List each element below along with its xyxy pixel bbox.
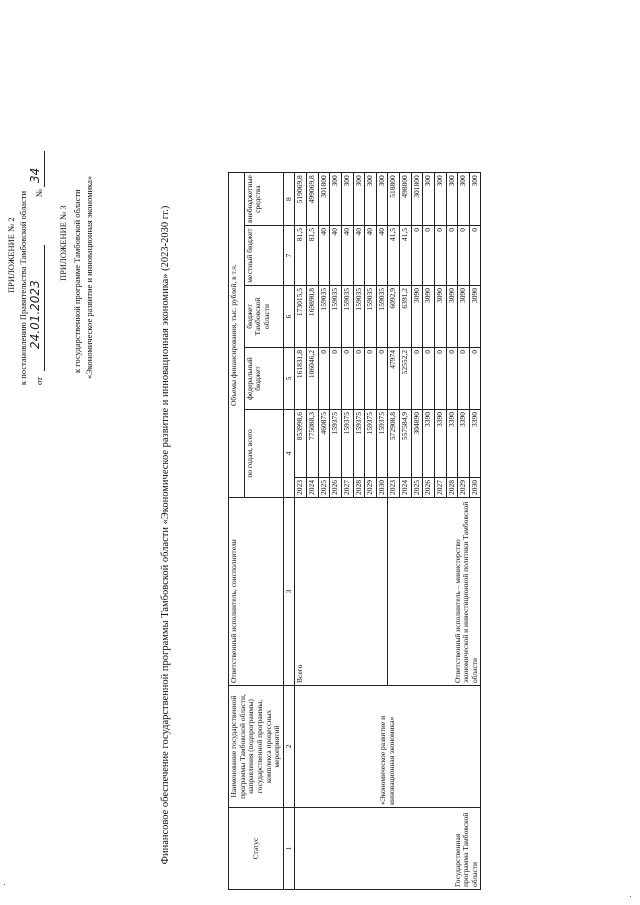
number-underline [44,151,45,187]
regional-cell: 173015,5 [295,286,307,348]
year-cell: 2030 [469,478,481,498]
year-cell: 2029 [365,478,377,498]
federal-cell: 106046,2 [307,348,319,410]
header-row-1 [229,173,245,890]
local-cell: 40 [318,226,330,286]
local-cell: 0 [434,226,446,286]
federal-cell: 0 [423,348,435,410]
col-number: 5 [283,348,295,410]
appendix-2-label: ПРИЛОЖЕНИЕ № 2 [6,217,16,293]
header-executor: Ответственный исполнитель, соисполнители [229,498,284,686]
local-cell: 0 [411,226,423,286]
federal-cell: 0 [341,348,353,410]
federal-cell: 0 [330,348,342,410]
header-status: Статус [229,808,284,890]
total-cell: 159375 [341,410,353,478]
extra-cell: 300 [446,173,458,226]
extra-cell: 300 [434,173,446,226]
extra-cell: 519069,8 [295,173,307,226]
federal-cell: 0 [469,348,481,410]
total-cell: 572908,8 [388,410,400,478]
col-number: 1 [283,808,295,890]
status-cell: Государственная программа Тамбовской области [295,808,481,890]
extra-cell: 300 [376,173,388,226]
executor-cell-total: Всего [295,498,388,686]
regional-cell: 6092,9 [388,286,400,348]
federal-cell: 47974 [388,348,400,410]
federal-cell: 0 [458,348,470,410]
extra-cell: 300 [469,173,481,226]
date-underline [44,245,45,371]
regional-cell: 159035 [376,286,388,348]
year-cell: 2026 [330,478,342,498]
extra-cell: 499069,8 [307,173,319,226]
federal-cell: 0 [365,348,377,410]
handwritten-date: 24.01.2023 [28,280,42,349]
year-cell: 2025 [411,478,423,498]
regional-cell: 3090 [458,286,470,348]
extra-cell: 301800 [411,173,423,226]
total-cell: 304890 [411,410,423,478]
total-cell: 3390 [434,410,446,478]
number-label: № [34,188,44,197]
federal-cell: 161831,8 [295,348,307,410]
program-line-2: «Экономическое развитие и инновационная экономика» [84,175,94,379]
total-cell: 3390 [446,410,458,478]
total-cell: 159375 [376,410,388,478]
regional-cell: 169890,8 [307,286,319,348]
scan-speck [4,884,5,885]
header-name: Наименование государственной программы Тамбовской области, направления (подпрограммы) государственной программы, комплекса процессных мероприятий [229,686,284,808]
column-number-row [283,173,295,890]
year-cell: 2024 [400,478,412,498]
total-cell: 3390 [458,410,470,478]
from-label: от [34,377,44,385]
year-cell: 2025 [318,478,330,498]
program-line-1: к государственной программе Тамбовской области [72,189,82,373]
total-cell: 460875 [318,410,330,478]
regional-cell: 3090 [434,286,446,348]
local-cell: 0 [423,226,435,286]
year-cell: 2026 [423,478,435,498]
extra-cell: 300 [341,173,353,226]
total-cell: 3390 [469,410,481,478]
local-cell: 81,5 [307,226,319,286]
federal-cell: 0 [376,348,388,410]
local-cell: 40 [353,226,365,286]
regional-cell: 159035 [318,286,330,348]
regional-cell: 6391,2 [400,286,412,348]
regional-cell: 3090 [469,286,481,348]
col-number: 7 [283,226,295,286]
scan-speck [630,896,631,897]
federal-cell: 0 [353,348,365,410]
regional-cell: 159035 [330,286,342,348]
local-cell: 40 [376,226,388,286]
table-row [295,173,307,890]
local-cell: 40 [341,226,353,286]
regional-cell: 3090 [423,286,435,348]
local-cell: 41,5 [388,226,400,286]
extra-cell: 300 [353,173,365,226]
regional-cell: 3090 [446,286,458,348]
year-cell: 2023 [388,478,400,498]
header-funding: Объемы финансирования, тыс. рублей, в т.ч. [229,173,245,498]
local-cell: 40 [330,226,342,286]
financing-table [228,172,481,890]
year-cell: 2029 [458,478,470,498]
header-regional: бюджет Тамбовской области [244,286,283,348]
federal-cell: 0 [434,348,446,410]
header-by-year: по годам, всего [244,410,283,498]
document-title: Финансовое обеспечение государственной программы Тамбовской области «Экономическое развитие и инновационная экономика» (2023-2030 гг.) [160,205,171,865]
federal-cell: 0 [446,348,458,410]
executor-cell-ministry: Ответственный исполнитель – министерство экономической и инвестиционной политики Тамбовской области [388,498,481,686]
col-number: 6 [283,286,295,348]
total-cell: 853998,6 [295,410,307,478]
col-number: 2 [283,686,295,808]
extra-cell: 518800 [388,173,400,226]
extra-cell: 300 [365,173,377,226]
col-number: 8 [283,173,295,226]
header-federal: федеральный бюджет [244,348,283,410]
federal-cell: 0 [411,348,423,410]
header-extra: внебюджетные средства [244,173,283,226]
local-cell: 81,5 [295,226,307,286]
total-cell: 159375 [365,410,377,478]
header-local: местный бюджет [244,226,283,286]
extra-cell: 300 [458,173,470,226]
regional-cell: 159035 [365,286,377,348]
total-cell: 3390 [423,410,435,478]
year-cell: 2028 [446,478,458,498]
total-cell: 159375 [353,410,365,478]
total-cell: 557584,9 [400,410,412,478]
total-cell: 775088,3 [307,410,319,478]
handwritten-number: 34 [28,167,42,183]
regional-cell: 159035 [353,286,365,348]
decree-line: к постановлению Правительства Тамбовской области [18,190,28,385]
federal-cell: 52552,2 [400,348,412,410]
year-cell: 2023 [295,478,307,498]
year-cell: 2024 [307,478,319,498]
local-cell: 41,5 [400,226,412,286]
col-number: 4 [283,410,295,498]
local-cell: 0 [469,226,481,286]
extra-cell: 300 [330,173,342,226]
extra-cell: 301800 [318,173,330,226]
program-name-cell: «Экономическое развитие и инновационная экономика» [295,686,481,808]
extra-cell: 300 [423,173,435,226]
local-cell: 40 [365,226,377,286]
regional-cell: 159035 [341,286,353,348]
local-cell: 0 [458,226,470,286]
extra-cell: 498800 [400,173,412,226]
year-cell: 2028 [353,478,365,498]
federal-cell: 0 [318,348,330,410]
total-cell: 159375 [330,410,342,478]
year-cell: 2027 [341,478,353,498]
regional-cell: 3090 [411,286,423,348]
year-cell: 2027 [434,478,446,498]
local-cell: 0 [446,226,458,286]
col-number: 3 [283,498,295,686]
year-cell: 2030 [376,478,388,498]
appendix-3-label: ПРИЛОЖЕНИЕ № 3 [58,205,68,281]
